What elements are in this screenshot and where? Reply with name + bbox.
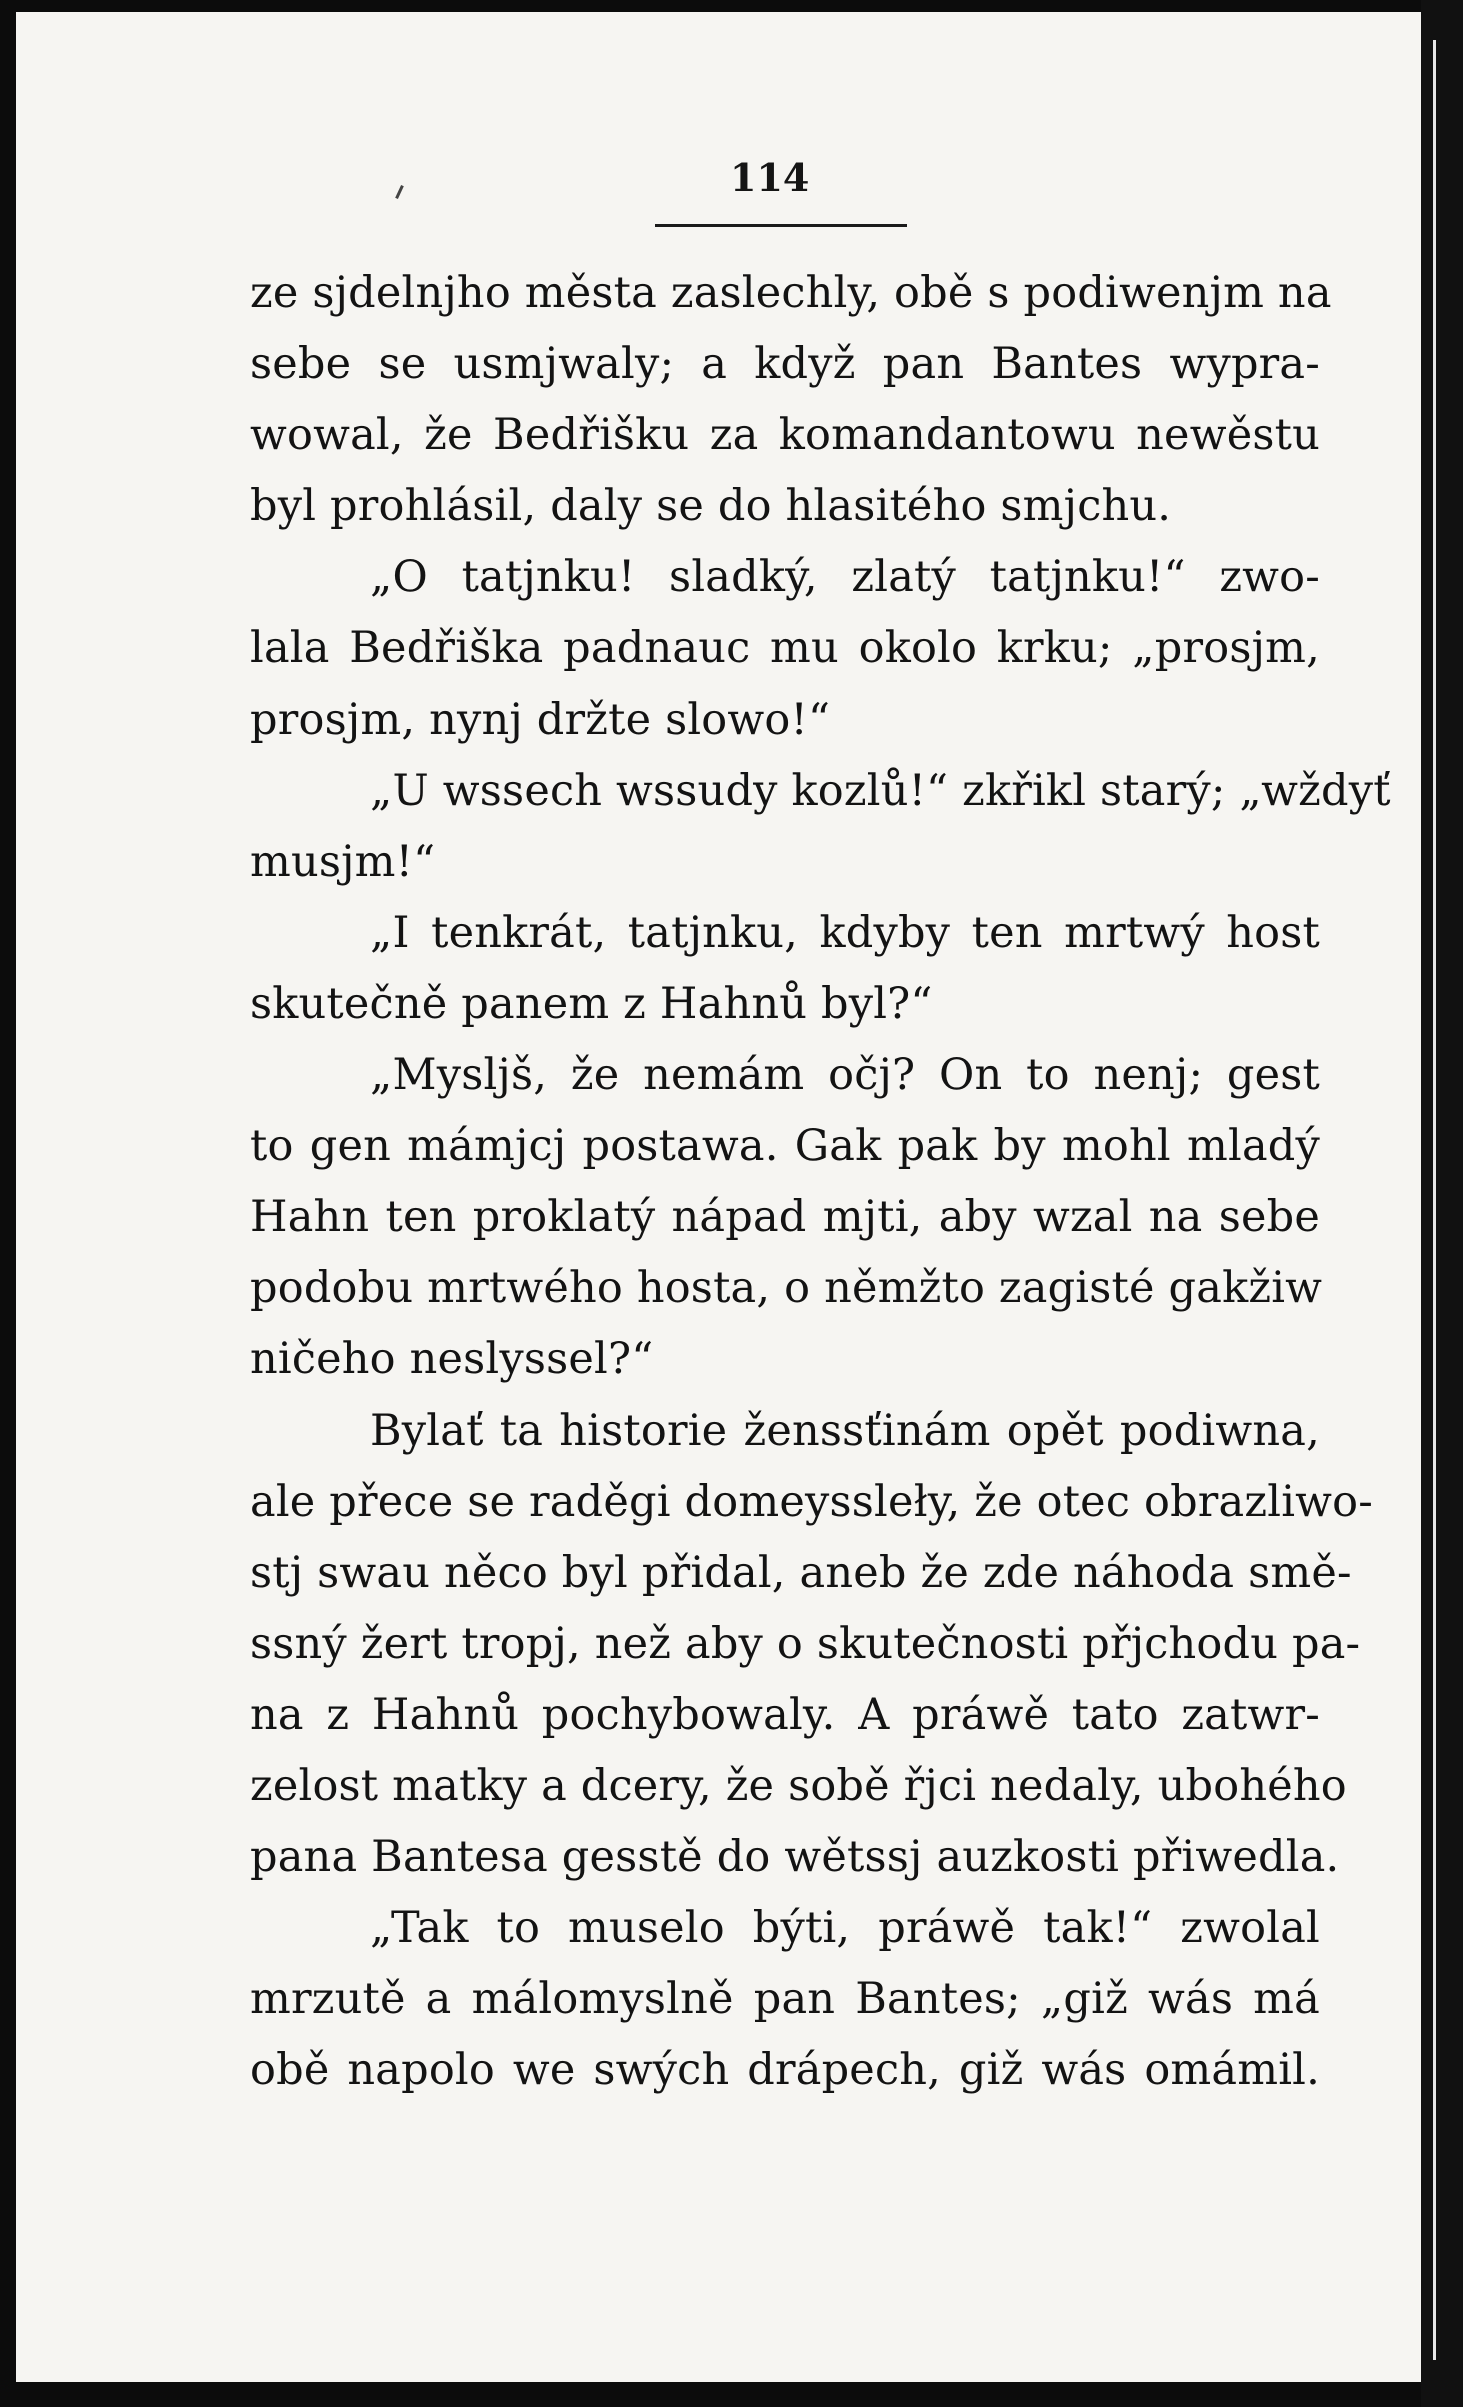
text-line: mrzutě a málomyslně pan Bantes; „giž wás má [250,1974,1320,2025]
text-line: prosjm, nynj držte slowo!“ [250,694,831,745]
text-line: stj swau něco byl přidal, aneb že zde náhoda smě- [250,1547,1352,1598]
text-line: obě napolo we swých drápech, giž wás omámil. [250,2045,1320,2096]
text-line: „U wssech wssudy kozlů!“ zkřikl starý; „wždyť [370,765,1391,816]
text-line: na z Hahnů pochybowaly. A práwě tato zatwr- [250,1689,1320,1740]
text-line: ale přece se raděgi domeyssleły, že otec obrazliwo- [250,1476,1373,1527]
text-line: „I tenkrát, tatjnku, kdyby ten mrtwý host [370,907,1320,958]
text-line: podobu mrtwého hosta, o němžto zagisté gakžiw [250,1263,1323,1314]
text-line: „Tak to muselo býti, práwě tak!“ zwolal [370,1903,1320,1954]
body-text [250,258,1391,2106]
text-line: Hahn ten proklatý nápad mjti, aby wzal na sebe [250,1192,1320,1243]
text-line: musjm!“ [250,836,436,887]
text-line: „Mysljš, že nemám očj? On to nenj; gest [370,1050,1320,1101]
text-line: skutečně panem z Hahnů byl?“ [250,978,933,1029]
header-rule [655,224,907,227]
text-line: ničeho neslyssel?“ [250,1334,654,1385]
text-line: byl prohlásil, daly se do hlasitého smjchu. [250,481,1172,532]
text-line: zelost matky a dcery, že sobě řjci nedaly, ubohého [250,1760,1347,1811]
book-edge [1421,0,1463,2407]
book-edge-line [1433,40,1436,2360]
text-line: wowal, že Bedřišku za komandantowu newěstu [250,410,1320,461]
text-line: Bylať ta historie ženssťinám opět podiwna, [370,1405,1320,1456]
text-line: lala Bedřiška padnauc mu okolo krku; „prosjm, [250,623,1320,674]
text-line: sebe se usmjwaly; a když pan Bantes wypra- [250,339,1320,390]
text-line: „O tatjnku! sladký, zlatý tatjnku!“ zwo- [370,552,1320,603]
text-line: to gen mámjcj postawa. Gak pak by mohl mladý [250,1121,1320,1172]
page-number: 114 [730,155,810,200]
text-line: ze sjdelnjho města zaslechly, obě s podiwenjm na [250,268,1332,318]
text-line: ssný žert tropj, než aby o skutečnosti přjchodu pa- [250,1618,1361,1669]
text-line: pana Bantesa gesstě do wětssj auzkosti přiwedla. [250,1832,1340,1883]
